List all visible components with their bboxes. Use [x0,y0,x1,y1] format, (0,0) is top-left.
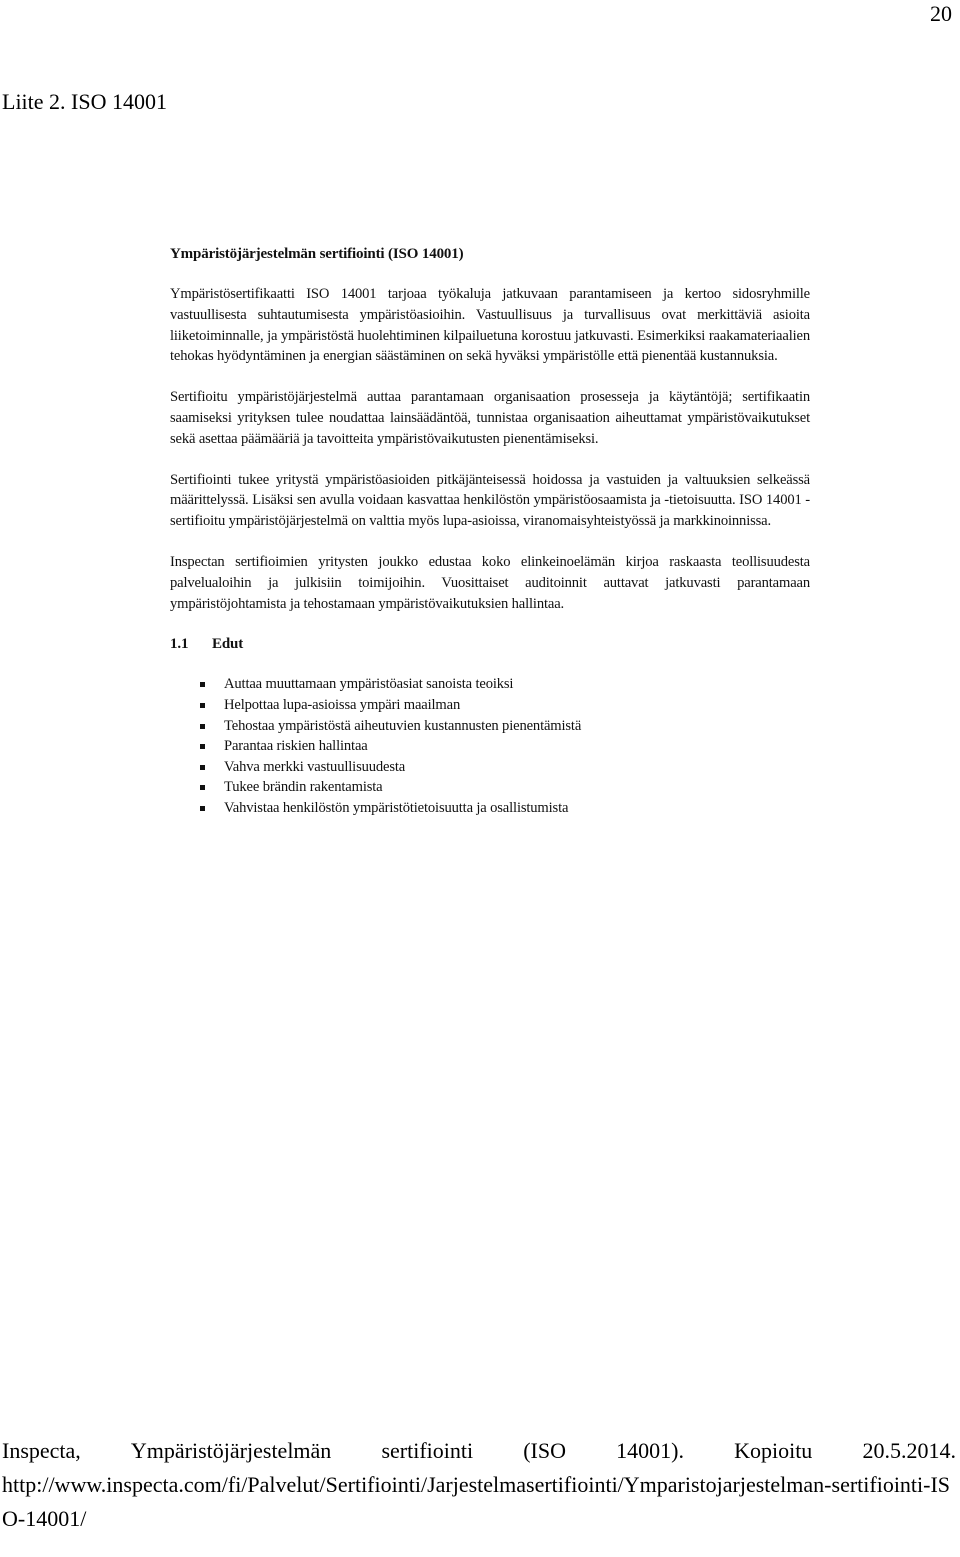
list-item-text: Tehostaa ympäristöstä aiheutuvien kustannusten pienentämistä [224,717,582,734]
excerpt-title: Ympäristöjärjestelmän sertifiointi (ISO 14001) [170,246,464,262]
excerpt-paragraph: Sertifioitu ympäristöjärjestelmä auttaa parantamaan organisaation prosesseja ja käytäntöjä; sertifikaatin saamiseksi yrityksen tulee noudattaa lainsäädäntöä, tunnistaa organisaation aiheuttamat ympäristövaikutukset sekä asettaa päämääriä ja tavoitteita ympäristövaikutusten pienentämiseksi. [170,389,810,447]
excerpt-paragraph: Sertifiointi tukee yritystä ympäristöasioiden pitkäjänteisessä hoidossa ja vastuiden ja valtuuksien selkeässä määrittelyssä. Lisäksi sen avulla voidaan kasvattaa henkilöstön ympäristöosaamista ja -tietoisuutta. ISO 14001 -sertifioitu ympäristöjärjestelmä on valttia myös lupa-asioissa, viranomaisyhteistyössä ja markkinoinnissa. [170,471,810,530]
benefits-list [170,674,810,818]
citation-word: (ISO [523,1438,566,1463]
list-item-text: Tukee brändin rakentamista [224,779,383,796]
list-item [200,757,810,778]
citation-url: http://www.inspecta.com/fi/Palvelut/Sertifiointi/Jarjestelmasertifiointi/Ymparistojarjestelman-sertifiointi-ISO-14001/ [2,1472,951,1531]
square-bullet-icon [200,682,205,687]
square-bullet-icon [200,744,205,749]
appendix-title: Liite 2. ISO 14001 [2,89,167,114]
excerpt-paragraph: Ympäristösertifikaatti ISO 14001 tarjoaa työkaluja jatkuvaan parantamiseen ja kertoo sidosryhmille vastuullisesta suhtautumisesta ympäristöasioihin. Vastuullisuus ja turvallisuus ovat merkittäviä asioita liiketoiminnalle, ja ympäristöstä huolehtiminen kilpailuetuna korostuu jatkuvasti. Esimerkiksi raakamateriaalien tehokas hyödyntäminen ja energian säästäminen on sekä hyväksi ympäristölle että pienentää kustannuksia. [170,286,810,365]
citation-word: 14001). [616,1438,684,1463]
list-item [200,716,810,737]
excerpt-paragraph: Inspectan sertifioimien yritysten joukko edustaa koko elinkeinoelämän kirjoa raskaasta teollisuudesta palvelualoihin ja julkisiin toimijoihin. Vuosittaiset auditoinnit auttavat jatkuvasti parantamaan ympäristöjohtamista ja tehostamaan ympäristövaikutuksien hallintaa. [170,553,810,612]
citation-word: Kopioitu [734,1438,813,1463]
section-title: Edut [212,636,244,653]
square-bullet-icon [200,765,205,770]
list-item [200,736,810,757]
section-heading [170,634,810,654]
list-item-text: Helpottaa lupa-asioissa ympäri maailman [224,696,461,713]
scanned-document-excerpt [170,244,810,819]
square-bullet-icon [200,724,205,729]
list-item-text: Vahva merkki vastuullisuudesta [224,758,406,775]
list-item [200,695,810,716]
citation-word: sertifiointi [381,1438,474,1463]
square-bullet-icon [200,806,205,811]
page-number: 20 [930,1,952,26]
source-citation [2,1434,956,1536]
list-item [200,674,810,695]
citation-word: 20.5.2014. [862,1438,956,1463]
square-bullet-icon [200,785,205,790]
list-item-text: Vahvistaa henkilöstön ympäristötietoisuutta ja osallistumista [224,799,569,816]
citation-word: Ympäristöjärjestelmän [130,1438,332,1463]
citation-word: Inspecta, [2,1438,81,1463]
list-item-text: Parantaa riskien hallintaa [224,738,368,755]
list-item [200,777,810,798]
square-bullet-icon [200,703,205,708]
section-number: 1.1 [170,636,189,653]
citation-line [2,1434,956,1468]
list-item-text: Auttaa muuttamaan ympäristöasiat sanoista teoiksi [224,676,514,693]
list-item [200,798,810,819]
